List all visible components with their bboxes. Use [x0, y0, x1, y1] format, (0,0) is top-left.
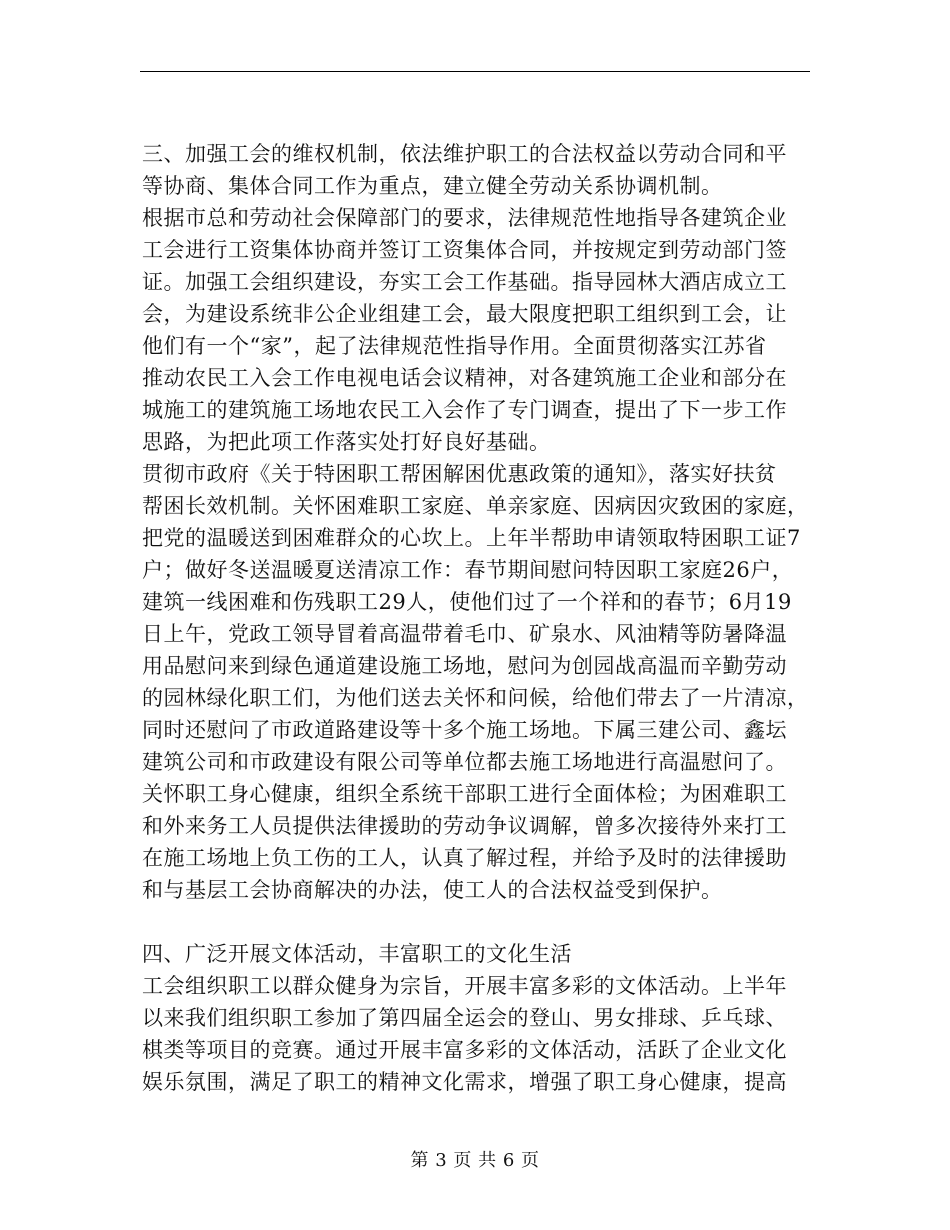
text-line: 把党的温暖送到困难群众的心坎上。上年半帮助申请领取特困职工证7: [142, 526, 801, 550]
document-body: [142, 138, 812, 1098]
text-line: 贯彻市政府《关于特困职工帮困解困优惠政策的通知》，落实好扶贫: [142, 462, 777, 486]
text-line: 的园林绿化职工们，为他们送去关怀和问候，给他们带去了一片清凉，: [142, 686, 809, 710]
text-line: 工会组织职工以群众健身为宗旨，开展丰富多彩的文体活动。上半年: [142, 974, 787, 998]
text-line: 建筑公司和市政建设有限公司等单位都去施工场地进行高温慰问了。: [142, 750, 787, 774]
text-line: 证。加强工会组织建设，夯实工会工作基础。指导园林大酒店成立工: [142, 270, 787, 294]
text-line: 以来我们组织职工参加了第四届全运会的登山、男女排球、乒乓球、: [142, 1006, 787, 1030]
text-line: 建筑一线困难和伤残职工29人，使他们过了一个祥和的春节；6月19: [142, 590, 792, 614]
header-rule: [140, 71, 810, 72]
text-line: 工会进行工资集体协商并签订工资集体合同，并按规定到劳动部门签: [142, 238, 787, 262]
text-line: 城施工的建筑施工场地农民工入会作了专门调查，提出了下一步工作: [142, 398, 787, 422]
text-line: 棋类等项目的竞赛。通过开展丰富多彩的文体活动，活跃了企业文化: [142, 1038, 787, 1062]
text-line: 根据市总和劳动社会保障部门的要求，法律规范性地指导各建筑企业: [142, 206, 787, 230]
text-line: 日上午，党政工领导冒着高温带着毛巾、矿泉水、风油精等防暑降温: [142, 622, 787, 646]
text-line: 娱乐氛围，满足了职工的精神文化需求，增强了职工身心健康，提高: [142, 1070, 787, 1094]
paragraph-gap: [142, 906, 812, 938]
text-line: 同时还慰问了市政道路建设等十多个施工场地。下属三建公司、鑫坛: [142, 718, 787, 742]
page-number-footer: 第 3 页 共 6 页: [410, 1150, 540, 1171]
text-line: 和与基层工会协商解决的办法，使工人的合法权益受到保护。: [142, 878, 723, 902]
text-line: 推动农民工入会工作电视电话会议精神，对各建筑施工企业和部分在: [142, 366, 787, 390]
section-worker-rights: [142, 138, 812, 906]
text-line: 在施工场地上负工伤的工人，认真了解过程，并给予及时的法律援助: [142, 846, 787, 870]
section-cultural-activities: [142, 938, 812, 1098]
section-heading: 四、广泛开展文体活动，丰富职工的文化生活: [142, 942, 572, 966]
section-heading: 三、加强工会的维权机制，依法维护职工的合法权益以劳动合同和平: [142, 142, 787, 166]
text-line: 思路，为把此项工作落实处打好良好基础。: [142, 430, 551, 454]
text-line: 户；做好冬送温暖夏送清凉工作：春节期间慰问特因职工家庭26户，: [142, 558, 794, 582]
text-line: 用品慰问来到绿色通道建设施工场地，慰问为创园战高温而辛勤劳动: [142, 654, 787, 678]
text-line: 会，为建设系统非公企业组建工会，最大限度把职工组织到工会，让: [142, 302, 787, 326]
text-line: 他们有一个“家”，起了法律规范性指导作用。全面贯彻落实江苏省: [142, 334, 767, 358]
text-line: 等协商、集体合同工作为重点，建立健全劳动关系协调机制。: [142, 174, 723, 198]
text-line: 帮困长效机制。关怀困难职工家庭、单亲家庭、因病因灾致困的家庭，: [142, 494, 809, 518]
text-line: 和外来务工人员提供法律援助的劳动争议调解，曾多次接待外来打工: [142, 814, 787, 838]
text-line: 关怀职工身心健康，组织全系统干部职工进行全面体检；为困难职工: [142, 782, 787, 806]
